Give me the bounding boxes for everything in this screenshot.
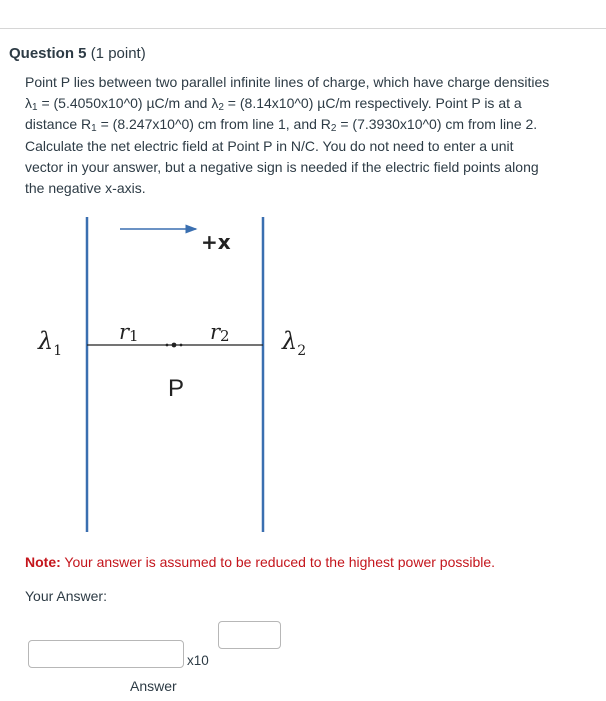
point-p-dot xyxy=(166,344,169,347)
lambda1-label: $\lambda_1$ xyxy=(38,327,63,359)
question-line-4: Calculate the net electric field at Point P in N/C. You do not need to enter a unit xyxy=(25,137,514,154)
subscript: 2 xyxy=(330,123,337,135)
r1-value: = (8.247x10^0) cm from line 1, and R xyxy=(96,116,331,133)
question-header xyxy=(9,45,146,62)
question-card xyxy=(0,28,606,701)
answer-coefficient-input[interactable] xyxy=(28,640,184,668)
r1-label: r1 xyxy=(119,320,139,345)
point-p-dot xyxy=(180,344,183,347)
subscript: 1 xyxy=(91,123,97,135)
question-points: (1 point) xyxy=(90,45,146,62)
times-ten-label: x10 xyxy=(187,653,209,668)
distance-text: distance R xyxy=(25,116,92,133)
question-line-3 xyxy=(25,114,565,135)
question-line-1: Point P lies between two parallel infinite lines of charge, which have charge densities xyxy=(25,74,550,90)
question-line-5: vector in your answer, but a negative sign is needed if the electric field points along xyxy=(25,158,539,175)
question-title: Question 5 xyxy=(9,45,87,62)
subscript: 2 xyxy=(218,102,224,114)
lambda-symbol: λ xyxy=(25,95,32,112)
lambda2-label: $\lambda_2$ xyxy=(282,327,307,359)
point-p-label: P xyxy=(168,375,185,402)
your-answer-label: Your Answer: xyxy=(25,588,107,604)
lambda1-value: = (5.4050x10^0) µC/m and xyxy=(37,95,212,112)
line-charge-diagram xyxy=(0,209,606,569)
r2-value: = (7.3930x10^0) cm from line 2. xyxy=(336,116,538,133)
answer-exponent-input[interactable] xyxy=(218,621,281,649)
question-line-6: the negative x-axis. xyxy=(25,180,146,197)
question-line-2 xyxy=(25,93,565,114)
answer-label: Answer xyxy=(130,678,177,694)
lambda2-value: = (8.14x10^0) µC/m respectively. Point P is at a xyxy=(223,95,522,112)
r2-label: r2 xyxy=(210,320,230,345)
note-text xyxy=(25,554,495,570)
note-label: Note: xyxy=(25,554,61,570)
subscript: 1 xyxy=(32,102,38,114)
question-text xyxy=(25,72,565,199)
x-axis-label: +x xyxy=(201,230,231,254)
note-body: Your answer is assumed to be reduced to the highest power possible. xyxy=(60,554,496,570)
lambda-symbol: λ xyxy=(211,95,219,112)
point-p-marker xyxy=(172,343,177,348)
